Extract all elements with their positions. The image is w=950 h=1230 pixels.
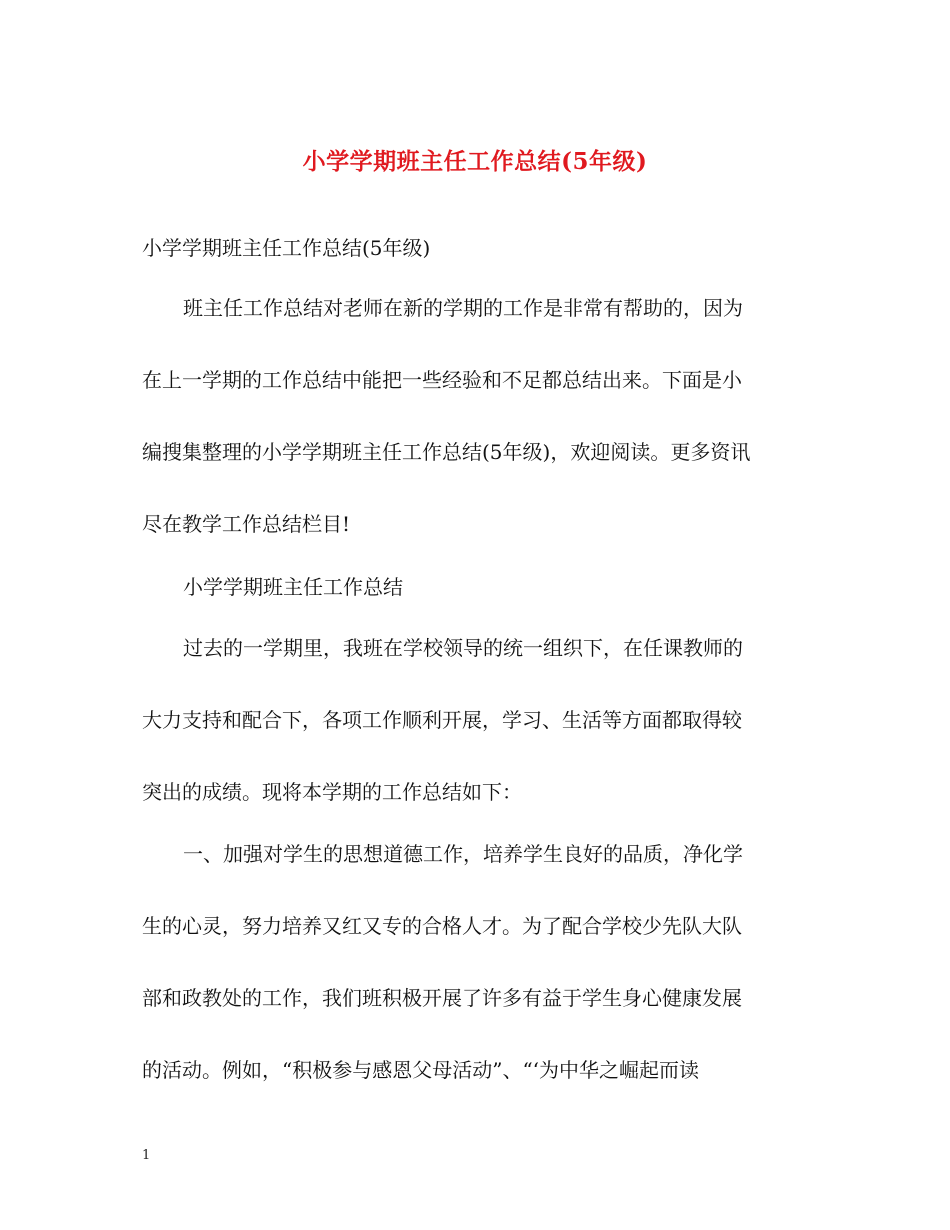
document-title: 小学学期班主任工作总结(5年级) [302, 148, 648, 175]
section-heading: 小学学期班主任工作总结 [183, 575, 403, 599]
paragraph-line: 尽在教学工作总结栏目! [142, 512, 351, 536]
paragraph-line: 一、加强对学生的思想道德工作，培养学生良好的品质，净化学 [183, 842, 743, 866]
paragraph-line: 部和政教处的工作，我们班积极开展了许多有益于学生身心健康发展 [142, 986, 742, 1010]
paragraph-line: 大力支持和配合下，各项工作顺利开展，学习、生活等方面都取得较 [142, 708, 742, 732]
subtitle-line: 小学学期班主任工作总结(5年级) [142, 236, 431, 260]
paragraph-line: 班主任工作总结对老师在新的学期的工作是非常有帮助的，因为 [183, 296, 743, 320]
paragraph-line: 的活动。例如，“积极参与感恩父母活动”、“‘为中华之崛起而读 [142, 1058, 700, 1082]
page-number: 1 [142, 1148, 151, 1163]
paragraph-line: 过去的一学期里，我班在学校领导的统一组织下，在任课教师的 [183, 636, 743, 660]
paragraph-line: 编搜集整理的小学学期班主任工作总结(5年级)，欢迎阅读。更多资讯 [142, 440, 751, 464]
paragraph-line: 生的心灵，努力培养又红又专的合格人才。为了配合学校少先队大队 [142, 914, 742, 938]
paragraph-line: 突出的成绩。现将本学期的工作总结如下： [142, 780, 522, 804]
paragraph-line: 在上一学期的工作总结中能把一些经验和不足都总结出来。下面是小 [142, 368, 742, 392]
